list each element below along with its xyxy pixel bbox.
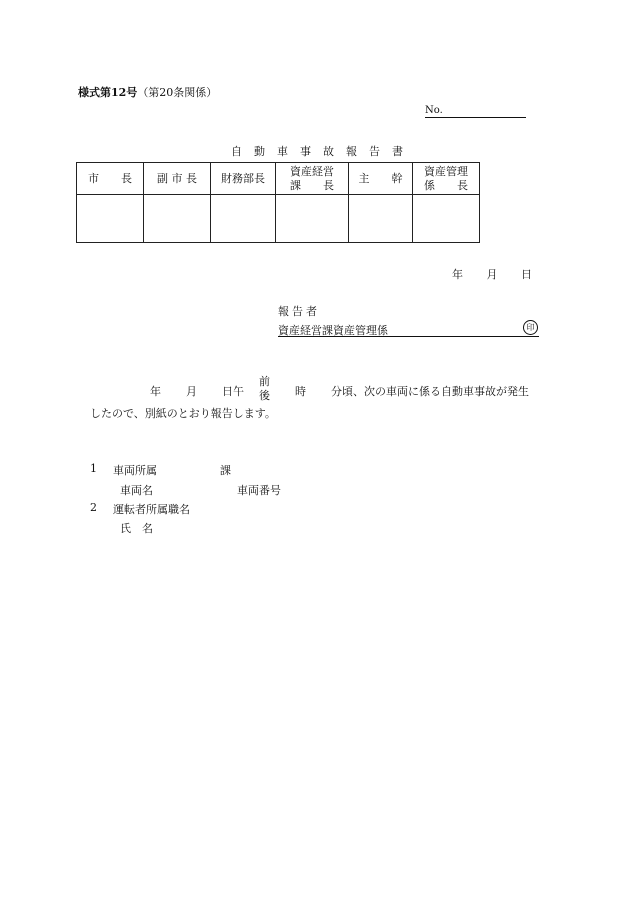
approval-header-finance-director: 財務部長	[211, 163, 276, 195]
approval-header-row	[77, 163, 480, 195]
item1-number: 1	[90, 462, 97, 475]
form-number	[78, 84, 217, 100]
approval-header-asset-section-chief: 資産経営 課 長	[276, 163, 349, 195]
vehicle-name-label: 車両名	[120, 484, 153, 497]
stamp-cell-mayor[interactable]	[77, 195, 144, 243]
body-sentence-line2: したので、別紙のとおり報告します。	[90, 407, 276, 420]
reporter-label: 報告者	[278, 305, 320, 318]
form-relation: （第20条関係）	[137, 86, 218, 99]
body-sentence: 分頃、次の車両に係る自動車事故が発生	[331, 385, 529, 398]
reporter-name: 資産経営課資産管理係	[278, 324, 388, 337]
approval-stamp-row	[77, 195, 480, 243]
approval-header-deputy-mayor: 副 市 長	[144, 163, 211, 195]
body-hour: 時	[295, 385, 306, 398]
stamp-cell-finance-director[interactable]	[211, 195, 276, 243]
am-label: 前	[259, 375, 270, 388]
approval-header-mayor: 市 長	[77, 163, 144, 195]
item1-suffix: 課	[220, 464, 231, 477]
stamp-cell-asset-mgmt-chief[interactable]	[413, 195, 480, 243]
approval-header-asset-mgmt-chief: 資産管理 係 長	[413, 163, 480, 195]
page-title: 自動車事故報告書	[231, 145, 415, 158]
body-month: 月	[186, 385, 197, 398]
stamp-cell-deputy-mayor[interactable]	[144, 195, 211, 243]
body-day-gogo: 日午	[222, 385, 244, 398]
am-pm-selector	[259, 375, 270, 403]
seal-icon: 印	[523, 320, 538, 335]
item1-label: 車両所属	[113, 464, 157, 477]
reporter-underline	[278, 336, 539, 337]
stamp-cell-asset-section-chief[interactable]	[276, 195, 349, 243]
approval-stamp-table	[76, 162, 480, 243]
driver-name-label: 氏 名	[120, 522, 153, 535]
item2-label: 運転者所属職名	[113, 503, 190, 516]
approval-header-supervisor: 主 幹	[349, 163, 413, 195]
document-number-field[interactable]	[425, 117, 526, 118]
vehicle-number-label: 車両番号	[237, 484, 281, 497]
form-number-text: 様式第12号	[78, 86, 138, 99]
body-year: 年	[150, 385, 161, 398]
pm-label: 後	[259, 389, 270, 402]
item2-number: 2	[90, 501, 97, 514]
stamp-cell-supervisor[interactable]	[349, 195, 413, 243]
document-number-label: No.	[425, 105, 443, 116]
report-date: 年 月 日	[452, 268, 532, 281]
